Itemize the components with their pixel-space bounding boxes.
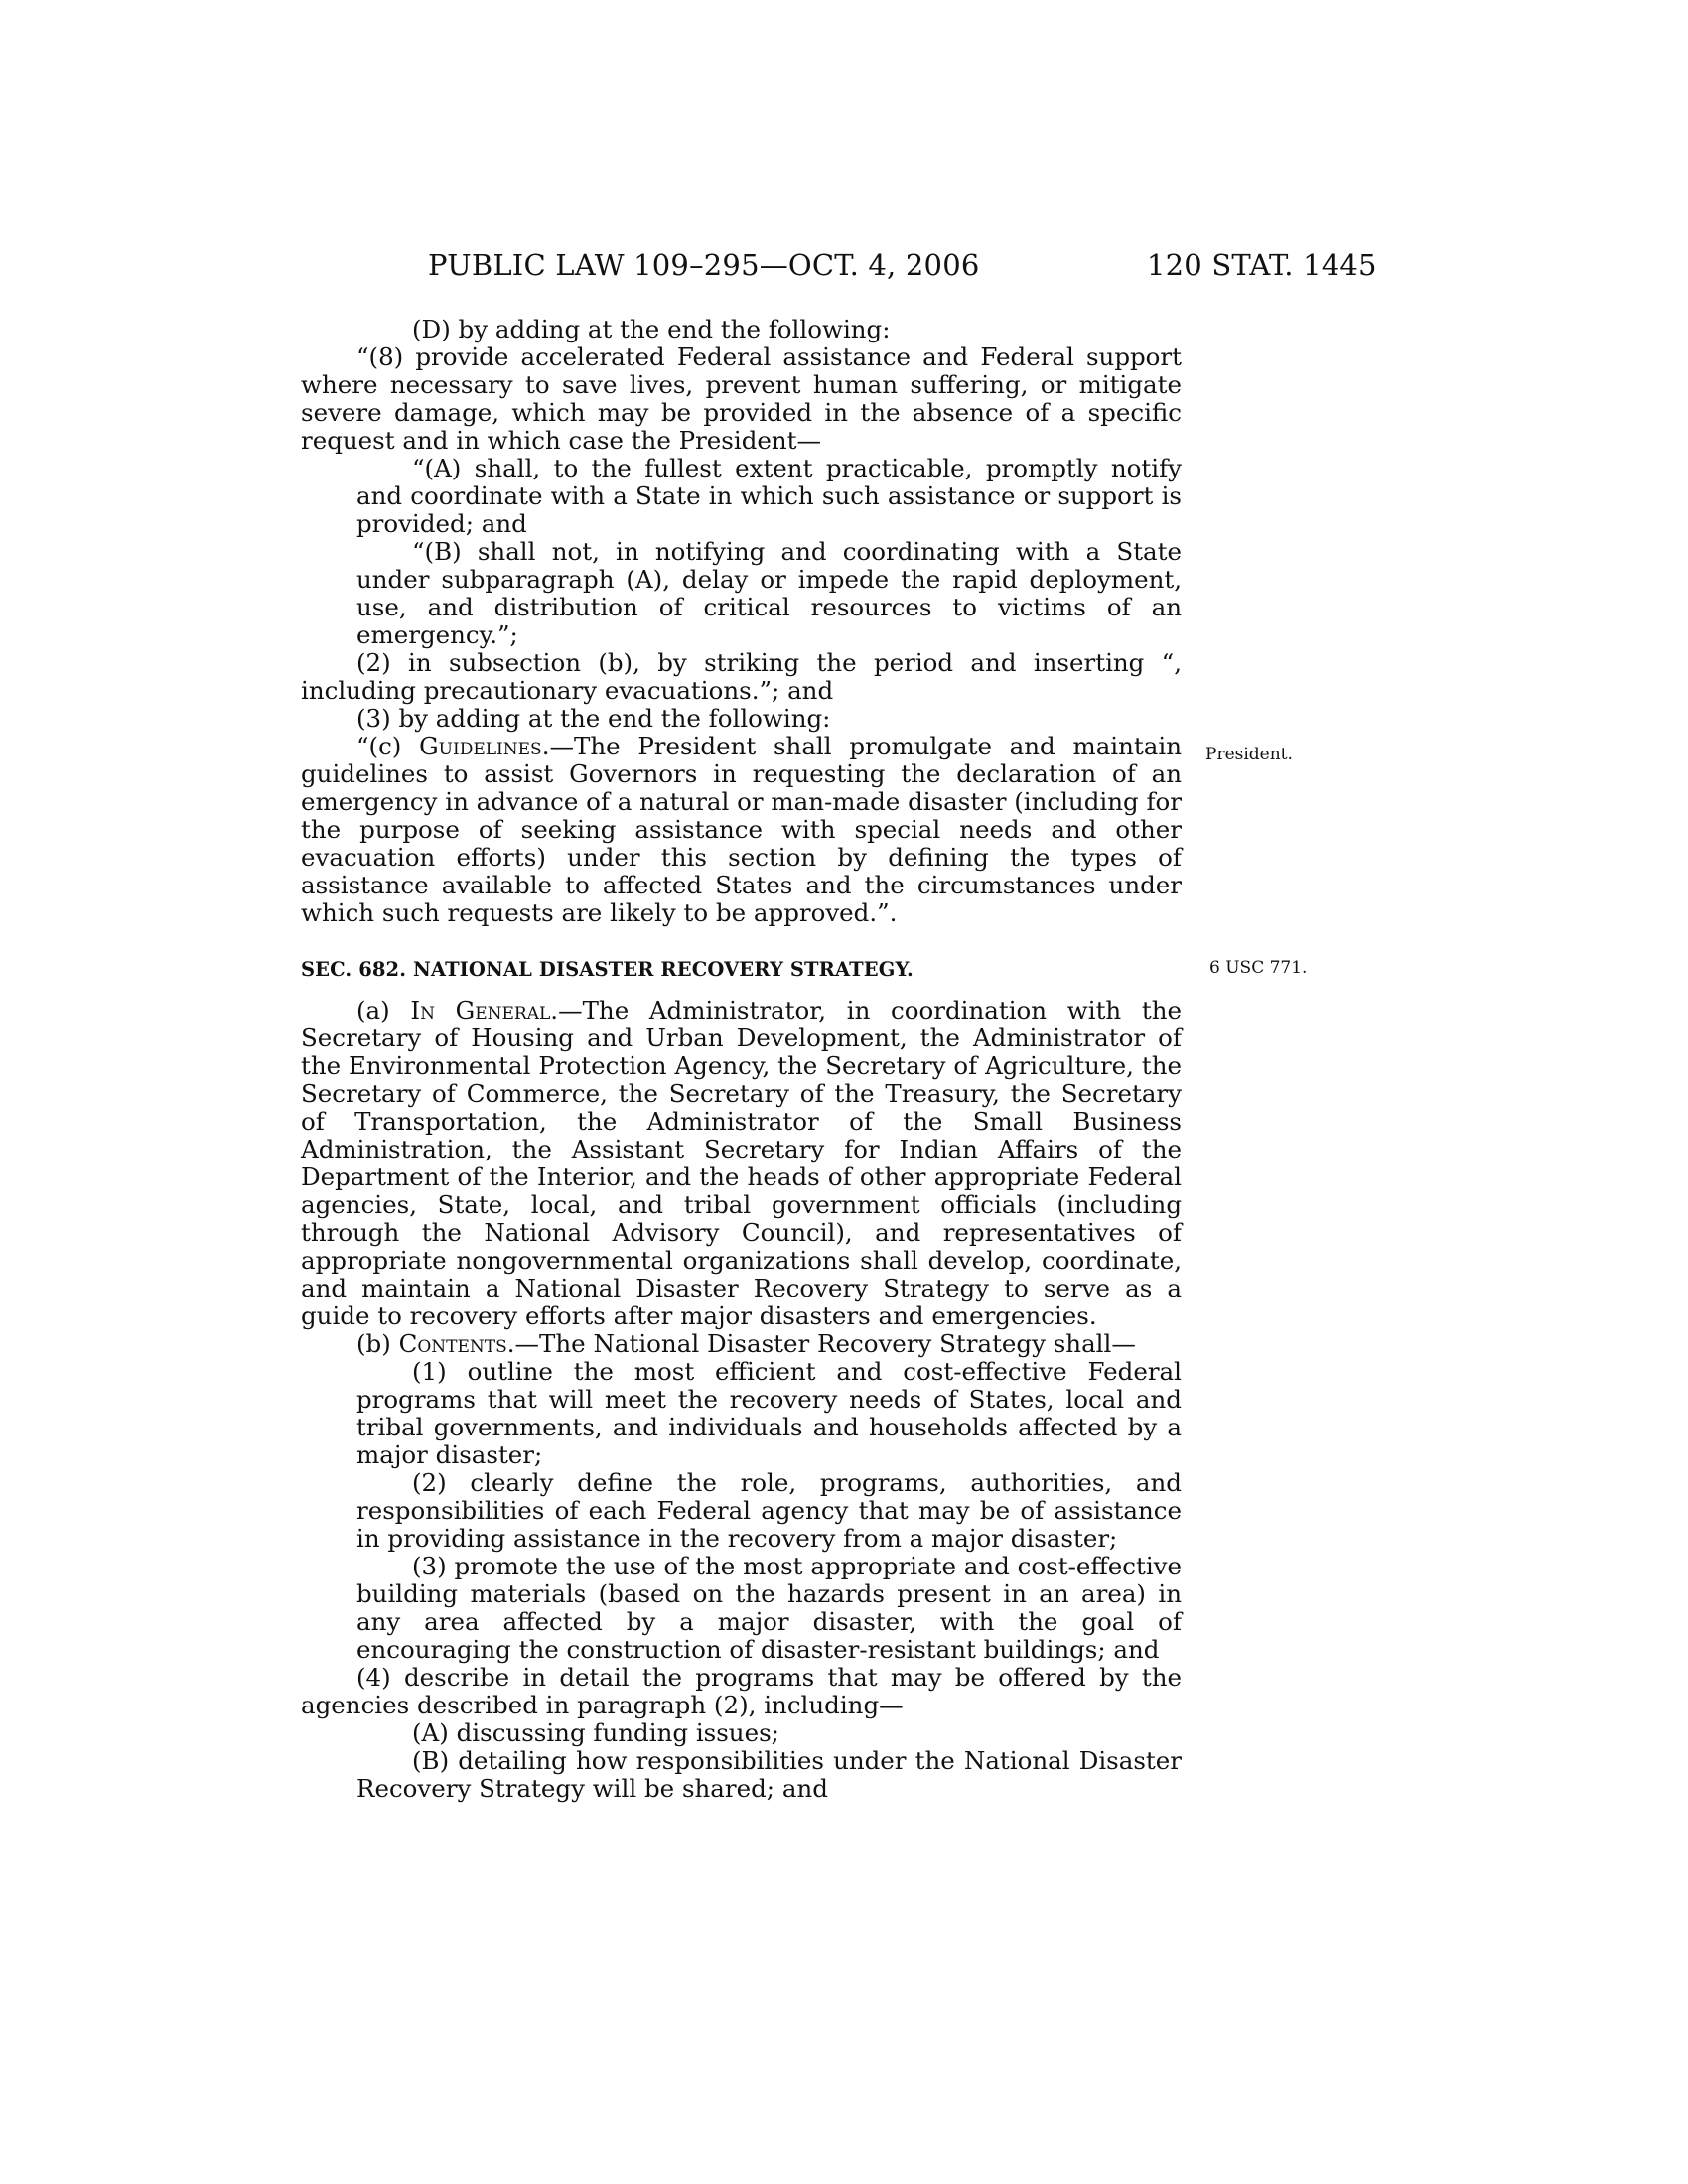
subsection-b-contents — [301, 1330, 1182, 1358]
subsection-a-in-general — [301, 997, 1182, 1330]
amendment-text — [301, 316, 1182, 927]
subsection-b-heading: Contents — [398, 1329, 507, 1358]
subsection-c-lead: “(c) — [356, 732, 420, 760]
subsection-a-text: .—The Administrator, in coordination with the Secretary of Housing and Urban Development, the Administrator of the Environmental Protection Agency, the Secretary of Agriculture, the Secretary of Commerce, the Secretary of the Treasury, the Secretary of Transportation, the Administrator of the Small Business Administration, the Assistant Secretary for Indian Affairs of the Department of the Interior, and the heads of other appropriate Federal agencies, State, local, and tribal government officials (including through the National Advisory Council), and representatives of appropriate nongovernmental organizations shall develop, coordinate, and maintain a National Disaster Recovery Strategy to serve as a guide to recovery efforts after major disasters and emergencies. — [301, 996, 1182, 1330]
paragraph-3: (3) by adding at the end the following: — [356, 704, 831, 733]
page-number: 120 STAT. 1445 — [1147, 248, 1377, 282]
paragraph-d: (D) by adding at the end the following: — [412, 315, 891, 343]
subparagraph-b: “(B) shall not, in notifying and coordinating with a State under subparagraph (A), delay or impede the rapid deployment, use, and distribution of critical resources to victims of an emergency.”; — [356, 537, 1182, 649]
paragraph-2: (2) in subsection (b), by striking the period and inserting “, including precautionary evacuations.”; and — [301, 648, 1182, 705]
contents-item-3: (3) promote the use of the most appropriate and cost-effective building materials (based on the hazards present in an area) in any area affected by a major disaster, with the goal of encouraging the construction of disaster-resistant buildings; and — [356, 1552, 1182, 1664]
contents-item-4a: (A) discussing funding issues; — [412, 1718, 779, 1747]
subsection-b-text: .—The National Disaster Recovery Strategy shall— — [506, 1329, 1136, 1358]
paragraph-8: “(8) provide accelerated Federal assistance and Federal support where necessary to save lives, prevent human suffering, or mitigate severe damage, which may be provided in the absence of a specific request and in which case the President— — [301, 342, 1182, 455]
subsection-c-text: .—The President shall promulgate and maintain guidelines to assist Governors in requesting the declaration of an emergency in advance of a natural or man-made disaster (including for the purpose of seeking assistance with special needs and other evacuation efforts) under this section by defining the types of assistance available to affected States and the circumstances under which such requests are likely to be approved.”. — [301, 732, 1183, 927]
subsection-b-lead: (b) — [356, 1329, 399, 1358]
margin-note-usc-citation: 6 USC 771. — [1209, 958, 1308, 978]
contents-item-2: (2) clearly define the role, programs, authorities, and responsibilities of each Federal agency that may be of assistance in providing assistance in the recovery from a major disaster; — [356, 1468, 1182, 1553]
section-heading: SEC. 682. NATIONAL DISASTER RECOVERY STRATEGY. — [301, 958, 914, 981]
subsection-c-guidelines — [301, 733, 1182, 927]
margin-note-president: President. — [1205, 745, 1293, 764]
contents-item-4b: (B) detailing how responsibilities under the National Disaster Recovery Strategy will be shared; and — [356, 1746, 1182, 1803]
subsection-a-lead: (a) — [356, 996, 411, 1024]
subsection-c-heading: Guidelines — [419, 732, 542, 760]
section-body — [301, 997, 1182, 1803]
subparagraph-a: “(A) shall, to the fullest extent practicable, promptly notify and coordinate with a State in which such assistance or support is provided; and — [356, 454, 1182, 538]
contents-item-4: (4) describe in detail the programs that may be offered by the agencies described in paragraph (2), including— — [301, 1663, 1182, 1719]
subsection-a-heading: In General — [410, 996, 551, 1024]
running-header-title: PUBLIC LAW 109–295—OCT. 4, 2006 — [428, 248, 980, 282]
contents-item-1: (1) outline the most efficient and cost-effective Federal programs that will meet the recovery needs of States, local and tribal governments, and individuals and households affected by a major disaster; — [356, 1357, 1182, 1469]
